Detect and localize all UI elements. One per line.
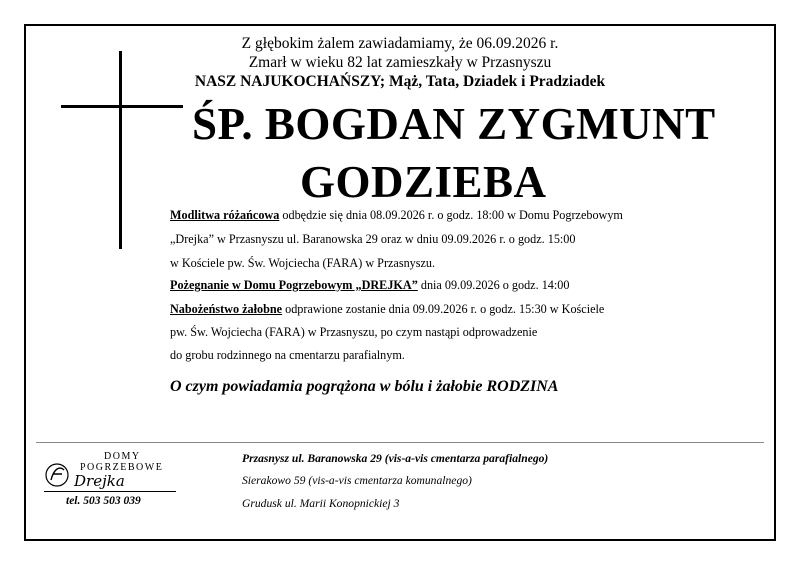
farewell-line <box>170 278 569 292</box>
intro-line-3: NASZ NAJUKOCHAŃSZY; Mąż, Tata, Dziadek i Pradziadek <box>194 73 606 90</box>
address-przasnysz: Przasnysz ul. Baranowska 29 (vis-a-vis cmentarza parafialnego) <box>242 452 549 465</box>
logo-text-pogrzebowe: POGRZEBOWE <box>80 462 164 473</box>
service-line <box>170 302 604 316</box>
deceased-name-line-2: GODZIEBA <box>300 157 547 207</box>
logo-emblem-icon <box>42 460 72 490</box>
address-sierakowo: Sierakowo 59 (vis-a-vis cmentarza komunalnego) <box>242 474 472 487</box>
farewell-label: Pożegnanie w Domu Pogrzebowym „DREJKA” <box>170 278 418 292</box>
rosary-text: odbędzie się dnia 08.09.2026 r. o godz. 18:00 w Domu Pogrzebowym <box>279 208 623 222</box>
closing-line: O czym powiadamia pogrążona w bólu i żałobie RODZINA <box>170 378 559 395</box>
footer-divider <box>36 442 764 443</box>
intro-line-1: Z głębokim żalem zawiadamiamy, że 06.09.2026 r. <box>241 35 559 52</box>
deceased-name-line-1: ŚP. BOGDAN ZYGMUNT <box>192 99 716 149</box>
cross-icon-bar <box>61 105 183 108</box>
rosary-line <box>170 208 623 222</box>
farewell-text: dnia 09.09.2026 o godz. 14:00 <box>417 278 570 292</box>
logo-underline <box>44 491 176 492</box>
details-line-6: pw. Św. Wojciecha (FARA) w Przasnyszu, po czym nastąpi odprowadzenie <box>170 325 538 339</box>
logo-text-domy: DOMY <box>104 451 141 462</box>
details-line-7: do grobu rodzinnego na cmentarzu parafialnym. <box>170 348 405 362</box>
details-line-2: „Drejka” w Przasnyszu ul. Baranowska 29 oraz w dniu 09.09.2026 r. o godz. 15:00 <box>170 232 576 246</box>
logo-script: Drejka <box>74 472 125 490</box>
phone-number: tel. 503 503 039 <box>66 495 141 507</box>
address-grudusk: Grudusk ul. Marii Konopnickiej 3 <box>242 497 400 510</box>
service-label: Nabożeństwo żałobne <box>170 302 283 316</box>
intro-line-2: Zmarł w wieku 82 lat zamieszkały w Przasnyszu <box>248 54 552 71</box>
details-line-3: w Kościele pw. Św. Wojciecha (FARA) w Przasnyszu. <box>170 256 436 270</box>
rosary-label: Modlitwa różańcowa <box>170 208 280 222</box>
service-text: odprawione zostanie dnia 09.09.2026 r. o godz. 15:30 w Kościele <box>282 302 605 316</box>
